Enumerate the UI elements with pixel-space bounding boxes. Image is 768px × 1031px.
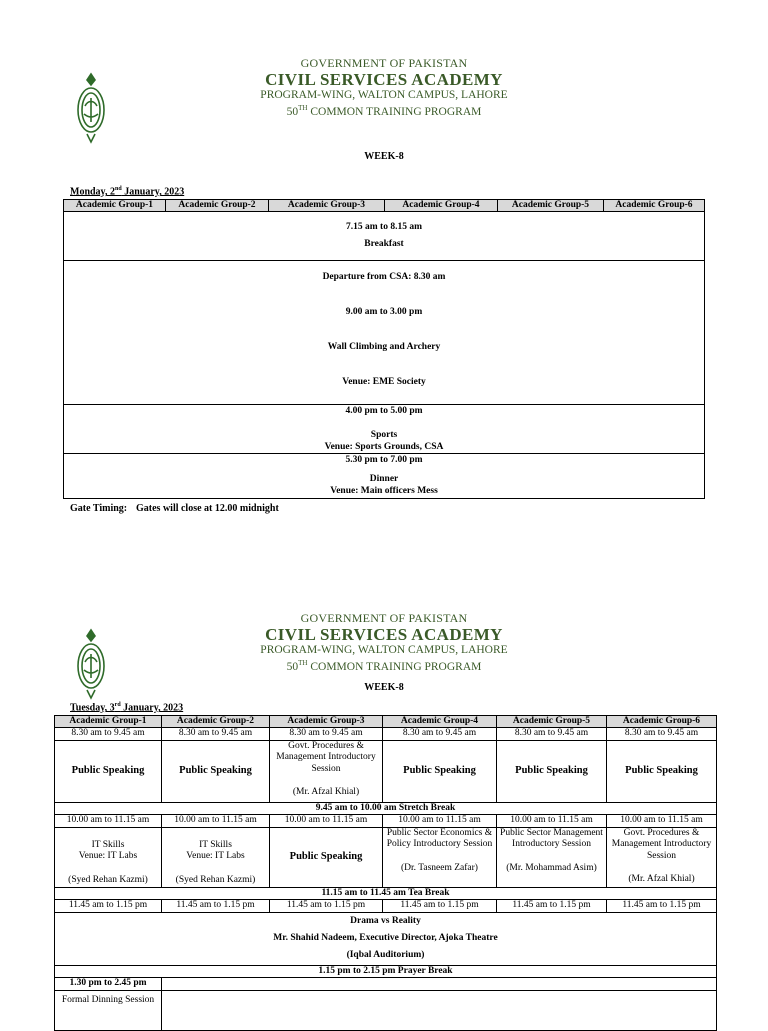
table-row [64, 261, 705, 405]
drama-speaker: Mr. Shahid Nadeem, Executive Director, Ajoka Theatre [273, 933, 498, 943]
sports-time: 4.00 pm to 5.00 pm [345, 406, 423, 416]
session-cell: Public Speaking [55, 740, 162, 802]
sports-label: Sports [370, 430, 398, 440]
group-header: Academic Group-3 [269, 200, 385, 212]
time-cell: 10.00 am to 11.15 am [607, 815, 717, 828]
breakfast-time: 7.15 am to 8.15 am [346, 222, 422, 232]
empty-cell [162, 990, 717, 1030]
program-title: 50TH COMMON TRAINING PROGRAM [286, 104, 482, 118]
government-title: GOVERNMENT OF PAKISTAN [300, 56, 468, 70]
session-cell [607, 827, 717, 887]
activity-time: 9.00 am to 3.00 pm [345, 307, 423, 317]
document-header [0, 611, 768, 674]
group-header: Academic Group-6 [607, 716, 717, 728]
time-cell: 11.45 am to 1.15 pm [607, 900, 717, 913]
time-cell: 1.30 pm to 2.45 pm [55, 978, 162, 991]
gate-timing-label: Gate Timing: [70, 503, 128, 514]
session-cell [270, 740, 383, 802]
wing-title: PROGRAM-WING, WALTON CAMPUS, LAHORE [260, 89, 508, 101]
week-label: WEEK-8 [364, 151, 404, 162]
session-title: Public Sector Management Introductory Session [500, 827, 603, 849]
dinner-label: Dinner [369, 474, 399, 484]
session-speaker: (Dr. Tasneem Zafar) [401, 862, 478, 873]
time-cell: 11.45 am to 1.15 pm [383, 900, 497, 913]
week-label: WEEK-8 [364, 682, 404, 693]
group-header: Academic Group-5 [497, 716, 607, 728]
time-cell: 8.30 am to 9.45 am [162, 728, 270, 741]
session-speaker: (Mr. Afzal Khial) [292, 787, 360, 797]
departure-text: Departure from CSA: 8.30 am [322, 272, 446, 282]
sports-venue: Venue: Sports Grounds, CSA [324, 442, 444, 452]
session-cell: Public Speaking [162, 740, 270, 802]
table-row [55, 978, 717, 991]
document-header [0, 56, 768, 119]
time-cell: 8.30 am to 9.45 am [497, 728, 607, 741]
day1-schedule-table [63, 199, 705, 499]
group-header: Academic Group-1 [55, 716, 162, 728]
day2-schedule-table [54, 715, 717, 1031]
breakfast-label: Breakfast [364, 239, 404, 249]
session-venue: Venue: IT Labs [78, 851, 138, 861]
break-row: 1.15 pm to 2.15 pm Prayer Break [55, 965, 717, 978]
break-row: 11.15 am to 11.45 am Tea Break [55, 887, 717, 900]
session-cell [55, 827, 162, 887]
activity-title: Wall Climbing and Archery [327, 342, 441, 352]
session-title: Govt. Procedures & Management Introductory Session [611, 827, 712, 861]
academy-title: CIVIL SERVICES ACADEMY [265, 625, 503, 644]
session-cell [497, 827, 607, 887]
table-row [55, 990, 717, 1030]
table-row [55, 827, 717, 887]
session-cell: Public Speaking [497, 740, 607, 802]
drama-venue: (Iqbal Auditorium) [346, 950, 425, 960]
time-cell: 10.00 am to 11.15 am [497, 815, 607, 828]
table-row [55, 912, 717, 965]
time-cell: 10.00 am to 11.15 am [270, 815, 383, 828]
session-cell [383, 827, 497, 887]
time-cell: 11.45 am to 1.15 pm [162, 900, 270, 913]
time-cell: 8.30 am to 9.45 am [383, 728, 497, 741]
table-header-row [55, 716, 717, 728]
time-cell: 11.45 am to 1.15 pm [270, 900, 383, 913]
table-row [55, 728, 717, 741]
table-row [55, 900, 717, 913]
time-cell: 10.00 am to 11.15 am [162, 815, 270, 828]
day2-date: Tuesday, 3rd January, 2023 [70, 702, 184, 714]
session-title: Govt. Procedures & Management Introductory Session [276, 740, 376, 774]
table-row [55, 887, 717, 900]
time-cell: 8.30 am to 9.45 am [55, 728, 162, 741]
gate-timing-text: Gates will close at 12.00 midnight [136, 503, 279, 514]
time-cell: 10.00 am to 11.15 am [383, 815, 497, 828]
time-cell: 11.45 am to 1.15 pm [497, 900, 607, 913]
empty-cell [162, 978, 717, 991]
session-cell: Public Speaking [383, 740, 497, 802]
day1-date: Monday, 2nd January, 2023 [70, 186, 185, 198]
drama-title: Drama vs Reality [350, 916, 421, 926]
activity-venue: Venue: EME Society [342, 377, 426, 387]
combined-session-cell [55, 912, 717, 965]
session-title: IT Skills [199, 839, 232, 850]
group-header: Academic Group-2 [162, 716, 270, 728]
time-cell: 10.00 am to 11.15 am [55, 815, 162, 828]
session-speaker: (Syed Rehan Kazmi) [68, 874, 148, 885]
gate-timing-note [70, 503, 279, 514]
academy-title: CIVIL SERVICES ACADEMY [265, 70, 503, 89]
group-header: Academic Group-6 [604, 200, 705, 212]
time-cell: 8.30 am to 9.45 am [607, 728, 717, 741]
table-row [55, 815, 717, 828]
table-row [55, 740, 717, 802]
program-title: 50TH COMMON TRAINING PROGRAM [286, 659, 482, 673]
session-cell: Public Speaking [270, 827, 383, 887]
group-header: Academic Group-3 [270, 716, 383, 728]
session-cell: Formal Dinning Session [55, 990, 162, 1030]
table-row [64, 405, 705, 454]
time-cell: 8.30 am to 9.45 am [270, 728, 383, 741]
table-row [64, 212, 705, 261]
session-cell: Public Speaking [607, 740, 717, 802]
session-speaker: (Mr. Afzal Khial) [628, 874, 695, 884]
group-header: Academic Group-4 [385, 200, 498, 212]
session-cell [162, 827, 270, 887]
session-venue: Venue: IT Labs [186, 851, 245, 861]
wing-title: PROGRAM-WING, WALTON CAMPUS, LAHORE [260, 644, 508, 656]
table-row [55, 965, 717, 978]
group-header: Academic Group-5 [498, 200, 604, 212]
group-header: Academic Group-1 [64, 200, 166, 212]
government-title: GOVERNMENT OF PAKISTAN [300, 611, 468, 625]
session-speaker: (Mr. Mohammad Asim) [506, 862, 597, 873]
session-title: Public Sector Economics & Policy Introductory Session [386, 827, 493, 849]
time-cell: 11.45 am to 1.15 pm [55, 900, 162, 913]
table-row [64, 454, 705, 499]
group-header: Academic Group-2 [166, 200, 269, 212]
table-row [55, 802, 717, 815]
session-title: IT Skills [91, 839, 125, 850]
session-speaker: (Syed Rehan Kazmi) [175, 874, 256, 885]
dinner-time: 5.30 pm to 7.00 pm [345, 455, 423, 465]
dinner-venue: Venue: Main officers Mess [330, 486, 438, 496]
table-header-row [64, 200, 705, 212]
group-header: Academic Group-4 [383, 716, 497, 728]
break-row: 9.45 am to 10.00 am Stretch Break [55, 802, 717, 815]
